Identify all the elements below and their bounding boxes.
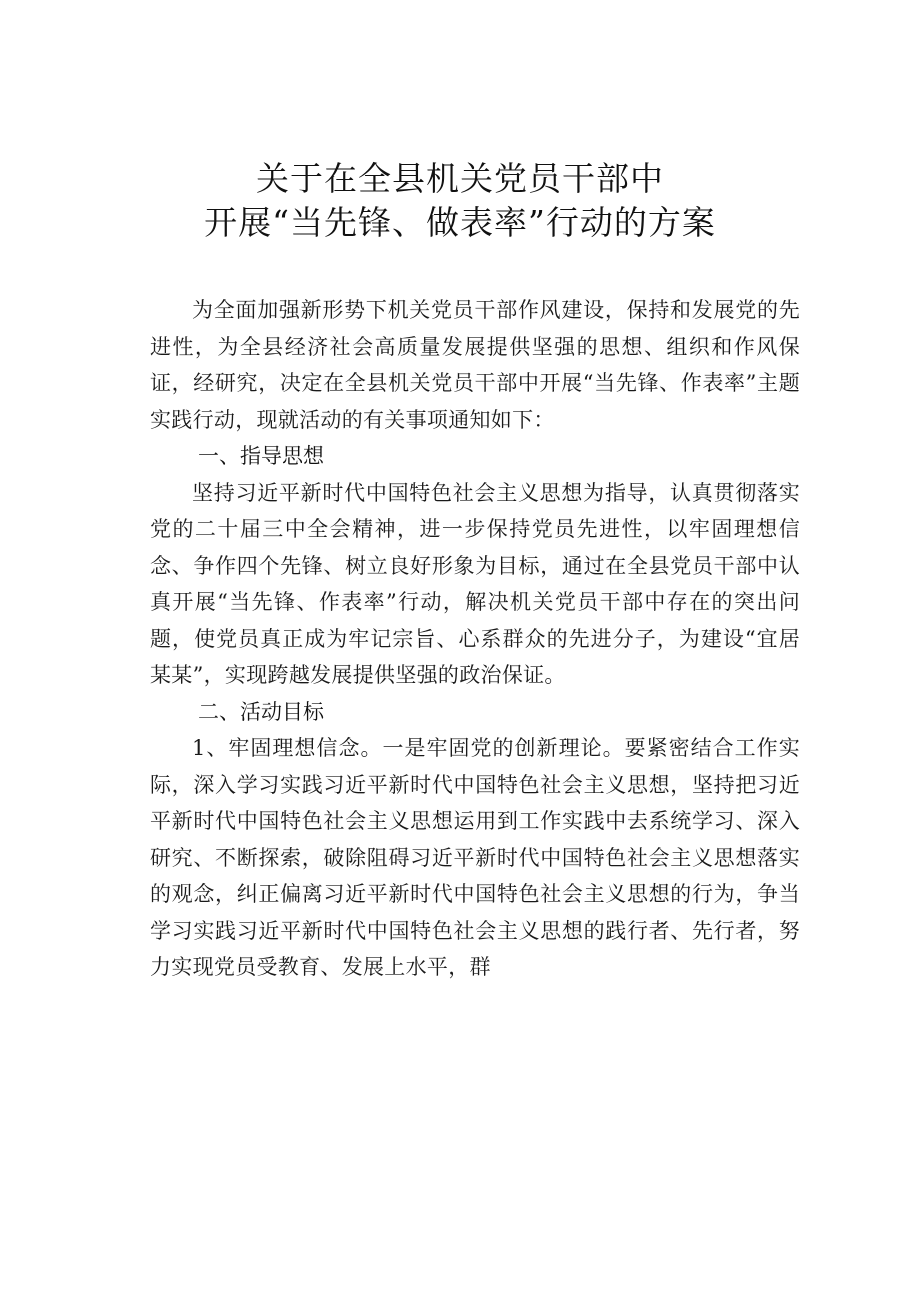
section-paragraph-activity-goals: 1、牢固理想信念。一是牢固党的创新理论。要紧密结合工作实际，深入学习实践习近平新时代中国特色社会主义思想，坚持把习近平新时代中国特色社会主义思想运用到工作实践中去系统学习、深入研究、不断探索，破除阻碍习近平新时代中国特色社会主义思想落实的观念，纠正偏离习近平新时代中国特色社会主义思想的行为，争当学习实践习近平新时代中国特色社会主义思想的践行者、先行者，努力实现党员受教育、发展上水平，群 — [150, 736, 800, 979]
intro-paragraph: 为全面加强新形势下机关党员干部作风建设，保持和发展党的先进性，为全县经济社会高质量发展提供坚强的思想、组织和作风保证，经研究，决定在全县机关党员干部中开展“当先锋、作表率”主题实践行动，现就活动的有关事项通知如下： — [150, 298, 800, 432]
document-title-line-1: 关于在全县机关党员干部中 — [256, 159, 664, 198]
document-title-line-2: 开展“当先锋、做表率”行动的方案 — [204, 203, 716, 242]
section-paragraph-guiding-thought: 坚持习近平新时代中国特色社会主义思想为指导，认真贯彻落实党的二十届三中全会精神，进一步保持党员先进性，以牢固理想信念、争作四个先锋、树立良好形象为目标，通过在全县党员干部中认真开展“当先锋、作表率”行动，解决机关党员干部中存在的突出问题，使党员真正成为牢记宗旨、心系群众的先进分子，为建设“宜居某某”，实现跨越发展提供坚强的政治保证。 — [150, 480, 800, 687]
document-body — [150, 292, 800, 986]
section-heading-activity-goals: 二、活动目标 — [198, 699, 324, 724]
section-heading-guiding-thought: 一、指导思想 — [198, 444, 324, 468]
